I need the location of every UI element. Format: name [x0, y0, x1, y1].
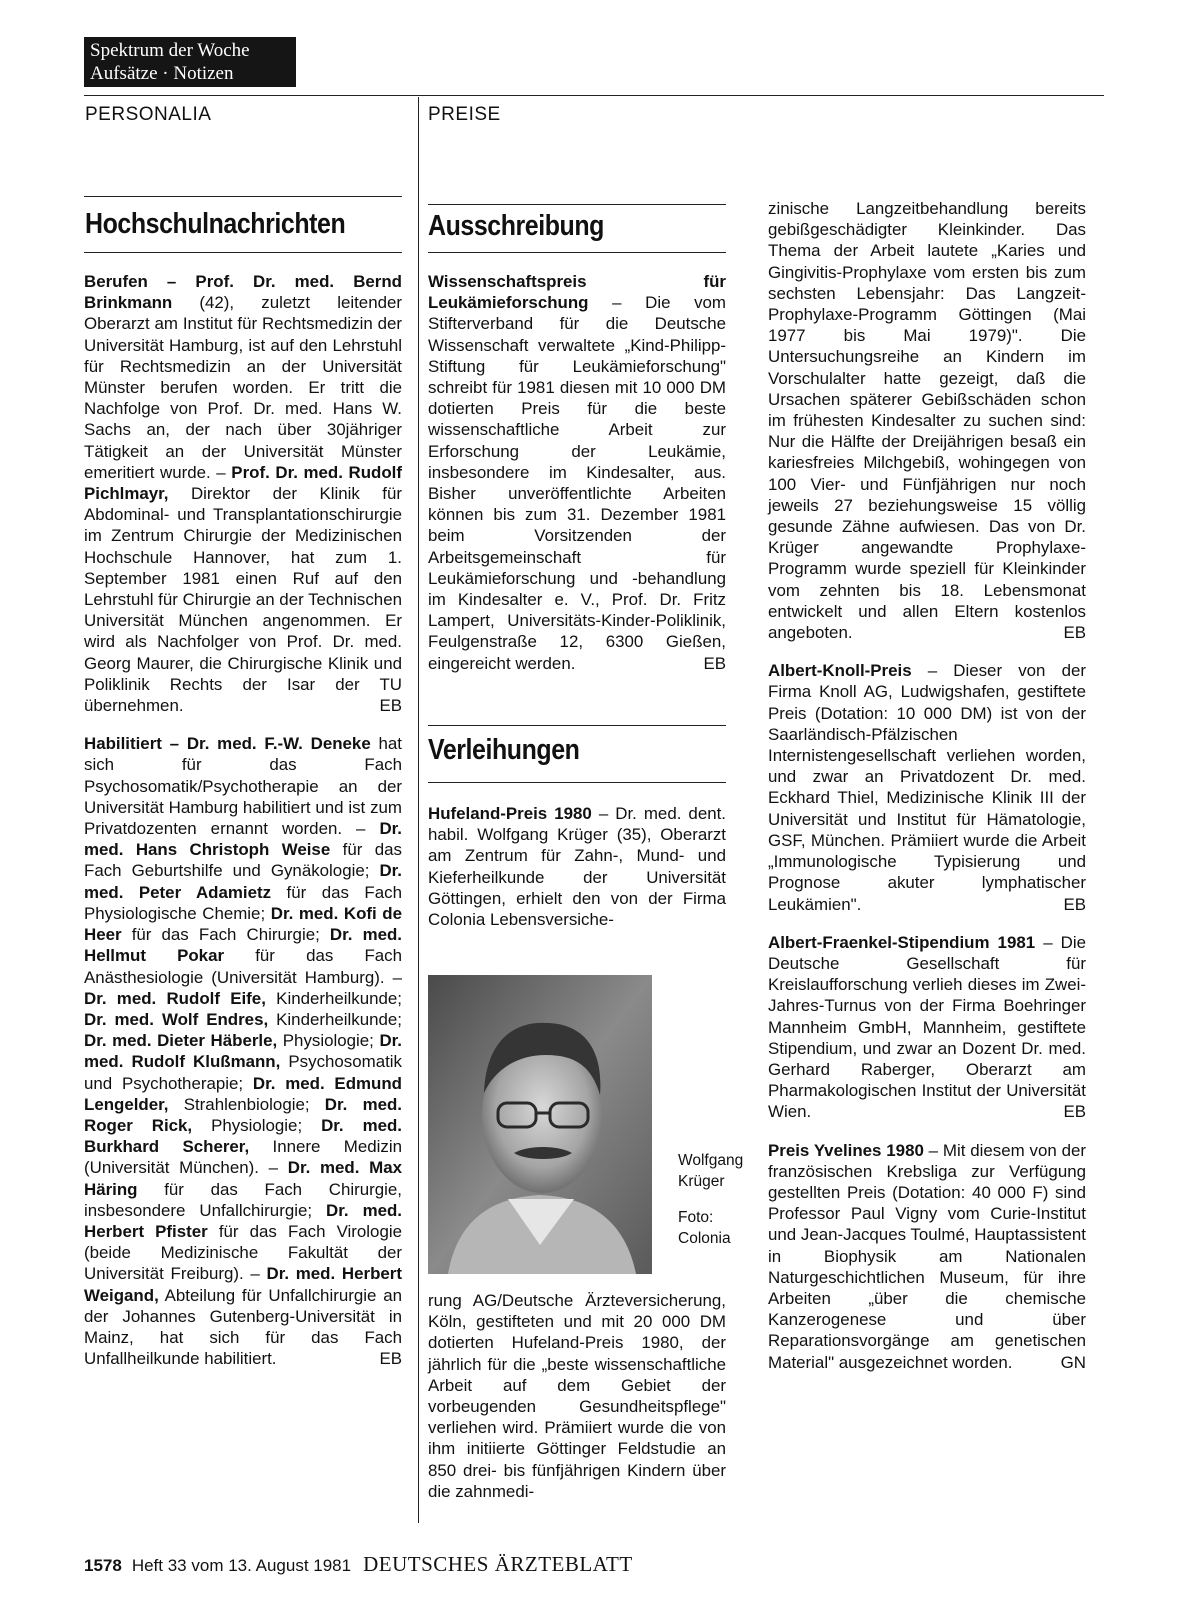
- bold-run: Habilitiert – Dr. med. F.-W. Deneke: [84, 734, 371, 754]
- heading-rule-top: [428, 725, 726, 726]
- paragraph-albert-fraenkel: [768, 932, 1086, 1123]
- author-sig: EB: [379, 696, 402, 716]
- bold-run: Dr. med. Rudolf Klußmann,: [84, 1031, 402, 1072]
- text-run: Kinderheilkunde;: [268, 1009, 402, 1029]
- text-run: Physiologie;: [192, 1115, 322, 1135]
- bold-run: Hufeland-Preis 1980: [428, 804, 592, 823]
- text-run: für das Fach Physiologische Chemie;: [84, 882, 402, 923]
- column-preise-right: [768, 198, 1086, 1390]
- heading-rule-top: [428, 204, 726, 205]
- bold-run: Dr. med. Rudolf Eife,: [84, 988, 266, 1008]
- bold-run: Dr. med. Edmund Lengelder,: [84, 1073, 402, 1114]
- text-run: – Dieser von der Firma Knoll AG, Ludwigshafen, gestiftete Preis (Dotation: 10 000 DM) ist von der Saarländisch-Pfälzischen Internistengesellschaft verliehen worden, und zwar an Privatdozent Dr. med. Eckhard Thiel, Medizinische Klinik III der Universität und Institut für Hämatologie, GSF, München. Prämiiert wurde die Arbeit „Immunologische Typisierung und Prognose akuter lymphatischer Leukämien".: [768, 661, 1086, 914]
- bold-run: Prof. Dr. med. Rudolf Pichlmayr,: [84, 462, 402, 504]
- author-sig: EB: [1063, 623, 1086, 643]
- tag-line-2: Aufsätze · Notizen: [90, 63, 234, 84]
- author-sig: EB: [1063, 1102, 1086, 1122]
- text-run: für das Fach Geburtshilfe und Gynäkologie;: [84, 840, 402, 881]
- text-run: – Mit diesem von der französischen Krebsliga zur Verfügung gestellten Preis (Dotation: 40 000 F) sind Professor Paul Vigny vom Curie-Institut und Jean-Jacques Toulmé, Hauptassistent in Biophysik am Nationalen Naturgeschichtlichen Museum, für ihre Arbeiten „über die chemische Kanzerogenese und über Reparationsvorgänge am genetischen Material" ausgezeichnet worden.: [768, 1140, 1086, 1372]
- paragraph-habilitiert: [84, 733, 402, 1369]
- heading-rule-bottom: [84, 252, 402, 253]
- author-sig: GN: [1060, 1352, 1086, 1372]
- paragraph-yvelines: [768, 1140, 1086, 1373]
- paragraph-albert-knoll: [768, 660, 1086, 914]
- text-run: – Die Deutsche Gesellschaft für Kreislaufforschung verlieh dieses im Zwei-Jahres-Turnus von der Firma Boehringer Mannheim GmbH, Mannheim, gestiftete Stipendium, und zwar an Dozent Dr. med. Gerhard Raberger, Oberarzt am Pharmakologischen Institut der Universität Wien.: [768, 932, 1086, 1122]
- bold-run: Berufen – Prof. Dr. med. Bernd Brinkmann: [84, 272, 402, 313]
- heading-rule-bottom: [428, 782, 726, 783]
- bold-run: Dr. med. Herbert Weigand,: [84, 1264, 402, 1305]
- section-label-preise: PREISE: [428, 104, 501, 125]
- section-label-personalia: PERSONALIA: [85, 104, 212, 125]
- bold-run: Albert-Knoll-Preis: [768, 661, 912, 681]
- bold-run: Preis Yvelines 1980: [768, 1140, 924, 1160]
- paragraph-leukaemie: [428, 271, 726, 674]
- column-personalia: [84, 271, 402, 1386]
- masthead: DEUTSCHES ÄRZTEBLATT: [363, 1552, 633, 1576]
- paragraph-prophylaxe: [768, 198, 1086, 643]
- text-run: – Dr. med. dent. habil. Wolfgang Krüger (35), Oberarzt am Zentrum für Zahn-, Mund- und Kieferheilkunde der Universität Göttingen, erhielt den von der Firma Colonia Lebensversiche-: [428, 804, 727, 930]
- text-run: Kinderheilkunde;: [265, 988, 403, 1008]
- photo-caption-credit: Foto: Colonia: [678, 1209, 731, 1247]
- bold-run: Dr. med. Kofi de Heer: [84, 903, 403, 945]
- tag-line-1: Spektrum der Woche: [90, 40, 250, 61]
- bold-run: Dr. med. Peter Adamietz: [84, 861, 402, 902]
- text-run: Strahlenbiologie;: [168, 1094, 325, 1114]
- text-run: Innere Medizin (Universität München). –: [84, 1137, 402, 1178]
- text-run: Abteilung für Unfallchirurgie an der Johannes Gutenberg-Universität in Mainz, hat sich für das Fach Unfallheilkunde habilitiert.: [84, 1285, 402, 1369]
- text-run: für das Fach Virologie (beide Medizinische Fakultät der Universität Freiburg). –: [84, 1221, 402, 1284]
- issue-info: Heft 33 vom 13. August 1981: [131, 1556, 352, 1575]
- text-run: – Die vom Stifterverband für die Deutsche Wissenschaft verwaltete „Kind-Philipp-Stiftung für Leukämieforschung" schreibt für 1981 diesen mit 10 000 DM dotierten Preis für die beste wissenschaftliche Arbeit zur Erforschung der Leukämie, insbesondere im Kindesalter, aus. Bisher unveröffentlichte Arbeiten können bis zum 31. Dezember 1981 beim Vorsitzenden der Arbeitsgemeinschaft für Leukämieforschung und -behandlung im Kindesalter e. V., Prof. Dr. Fritz Lampert, Universitäts-Kinder-Poliklinik, Feulgenstraße 12, 6300 Gießen, eingereicht werden.: [428, 293, 726, 673]
- top-rule: [84, 95, 1104, 96]
- bold-run: Dr. med. Burkhard Scherer,: [84, 1115, 402, 1157]
- heading-rule-bottom: [428, 252, 726, 253]
- text-run: für das Fach Anästhesiologie (Universität Hamburg). –: [84, 946, 403, 987]
- portrait-image: [428, 975, 652, 1274]
- column-ausschreibung: [428, 271, 726, 691]
- text-run: (42), zuletzt leitender Oberarzt am Institut für Rechtsmedizin der Universität Hamburg, ist auf den Lehrstuhl für Rechtsmedizin an der Universität Münster berufen worden. Er tritt die Nachfolge von Prof. Dr. med. Hans W. Sachs an, der nach über 30jähriger Tätigkeit an der Universität Münster emeritiert wurde. –: [84, 293, 402, 482]
- author-sig: EB: [1063, 894, 1086, 914]
- bold-run: Dr. med. Hellmut Pokar: [84, 925, 402, 966]
- bold-run: Dr. med. Herbert Pfister: [84, 1200, 402, 1241]
- text-run: zinische Langzeitbehandlung bereits gebißgeschädigter Kleinkinder. Das Thema der Arbeit lautete „Karies und Gingivitis-Prophylaxe vom ersten bis zum sechsten Lebensjahr: Das Langzeit-Prophylaxe-Programm Göttingen (Mai 1977 bis Mai 1979)". Die Untersuchungsreihe an Kindern im Vorschulalter hatte gezeigt, daß die Ursachen späterer Gebißschäden schon im frühesten Kindesalter zu suchen sind: Nur die Hälfte der Dreijährigen besaß ein kariesfreies Milchgebiß, wohingegen von 100 Vier- und Fünfjährigen nur noch jeweils 27 beziehungsweise 15 völlig gesunde Zähne aufwiesen. Das von Dr. Krüger angewandte Prophylaxe-Programm wurde speziell für Kleinkinder vom zehnten bis 18. Lebensmonat entwickelt und allen Eltern kostenlos angeboten.: [768, 199, 1086, 643]
- heading-ausschreibung: Ausschreibung: [428, 210, 604, 242]
- author-sig: EB: [379, 1349, 402, 1369]
- paragraph-berufen: [84, 271, 402, 716]
- bold-run: Dr. med. Max Häring: [84, 1158, 402, 1199]
- bold-run: Wissenschaftspreis für Leukämieforschung: [428, 272, 726, 313]
- heading-verleihungen: Verleihungen: [428, 734, 580, 766]
- page-number: 1578: [84, 1556, 122, 1575]
- text-run: Psychosomatik und Psychotherapie;: [84, 1052, 402, 1093]
- portrait-photo: [428, 975, 652, 1274]
- bold-run: Albert-Fraenkel-Stipendium 1981: [768, 932, 1036, 952]
- bold-run: Dr. med. Hans Christoph Weise: [84, 819, 402, 860]
- text-run: Direktor der Klinik für Abdominal- und Transplantationschirurgie im Zentrum Chirurgie der Medizinischen Hochschule Hannover, hat zum 1. September 1981 einen Ruf auf den Lehrstuhl für Chirurgie an der Technischen Universität München angenommen. Er wird als Nachfolger von Prof. Dr. med. Georg Maurer, die Chirurgische Klinik und Poliklinik Rechts der Isar der TU übernehmen.: [84, 484, 402, 716]
- text-run: rung AG/Deutsche Ärzteversicherung, Köln, gestifteten und mit 20 000 DM dotierten Hufeland-Preis 1980, der jährlich für die „beste wissenschaftliche Arbeit auf dem Gebiet der vorbeugenden Gesundheitspflege" verliehen wird. Prämiiert wurde die von ihm initiierte Göttinger Feldstudie an 850 drei- bis fünfjährigen Kindern über die zahnmedi-: [428, 1291, 726, 1501]
- author-sig: EB: [703, 653, 726, 673]
- page-footer: [84, 1552, 633, 1577]
- bold-run: Dr. med. Roger Rick,: [84, 1094, 402, 1135]
- column-separator: [418, 97, 419, 1523]
- text-run: Physiologie;: [277, 1031, 380, 1051]
- photo-caption-name: Wolfgang Krüger: [678, 1152, 744, 1190]
- paragraph-hufeland: [428, 803, 726, 930]
- heading-hochschulnachrichten: Hochschulnachrichten: [85, 208, 346, 240]
- section-tag: [84, 37, 296, 87]
- bold-run: Dr. med. Dieter Häberle,: [84, 1031, 278, 1051]
- text-run: für das Fach Chirurgie;: [121, 925, 330, 945]
- bold-run: Dr. med. Wolf Endres,: [84, 1009, 269, 1029]
- paragraph-hufeland-cont: [428, 1290, 726, 1502]
- text-run: hat sich für das Fach Psychosomatik/Psychotherapie an der Universität Hamburg habilitiert und ist zum Privatdozenten ernannt worden. –: [84, 734, 402, 839]
- heading-rule-top: [84, 196, 402, 197]
- text-run: für das Fach Chirurgie, insbesondere Unfallchirurgie;: [84, 1179, 402, 1220]
